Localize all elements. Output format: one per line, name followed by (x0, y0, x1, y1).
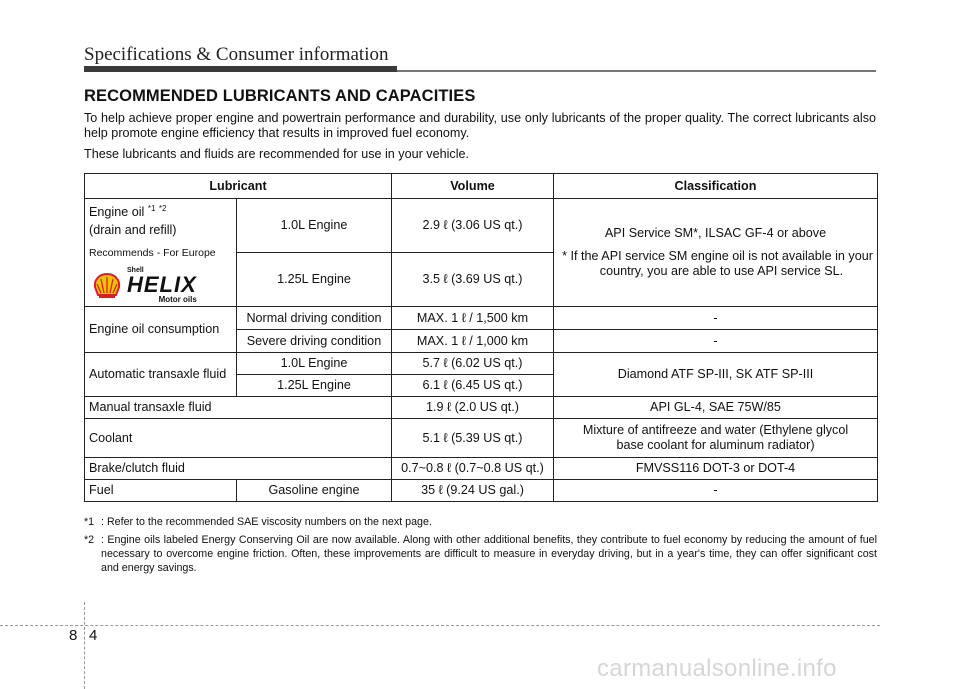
coolant-classification: Mixture of antifreeze and water (Ethylene glycol base coolant for aluminum radiator) (554, 419, 878, 458)
logo-brand: Shell (127, 267, 144, 274)
page-number: 4 (89, 627, 98, 644)
shell-helix-logo (93, 267, 232, 304)
intro-paragraph-1: To help achieve proper engine and powertrain performance and durability, use only lubricants of the proper quality. The correct lubricants also help promote engine efficiency that results in improved fuel economy. (84, 111, 876, 140)
engine-oil-volume-2: 3.5 ℓ (3.69 US qt.) (392, 253, 554, 307)
footnote-2 (84, 533, 877, 575)
footnote-ref-2: *2 (158, 204, 167, 213)
footnote-1 (84, 515, 877, 529)
engine-oil-engine-2: 1.25L Engine (237, 253, 392, 307)
auto-transaxle-label: Automatic transaxle fluid (85, 353, 237, 397)
auto-transaxle-classification: Diamond ATF SP-III, SK ATF SP-III (554, 353, 878, 397)
engine-oil-classification-cell (554, 199, 878, 307)
fuel-classification: - (554, 480, 878, 502)
page-footer-divider (84, 602, 85, 689)
table-row (85, 397, 878, 419)
consumption-class-1: - (554, 307, 878, 330)
table-row (85, 419, 878, 458)
page-chapter-number: 8 (69, 627, 78, 644)
auto-transaxle-engine-1: 1.0L Engine (237, 353, 392, 375)
table-row (85, 199, 878, 253)
fuel-volume: 35 ℓ (9.24 US gal.) (392, 480, 554, 502)
consumption-label: Engine oil consumption (85, 307, 237, 353)
manual-transaxle-label: Manual transaxle fluid (85, 397, 392, 419)
engine-oil-recommend: Recommends - For Europe (89, 247, 216, 259)
page-header-title: Specifications & Consumer information (84, 44, 389, 65)
logo-sub: Motor oils (158, 295, 197, 304)
consumption-condition-1: Normal driving condition (237, 307, 392, 330)
coolant-volume: 5.1 ℓ (5.39 US qt.) (392, 419, 554, 458)
footnote-1-mark: *1 (84, 516, 95, 528)
footnote-1-text: : Refer to the recommended SAE viscosity numbers on the next page. (101, 516, 432, 528)
fuel-label: Fuel (85, 480, 237, 502)
table-row (85, 307, 878, 330)
coolant-label: Coolant (85, 419, 392, 458)
engine-oil-label-cell (85, 199, 237, 307)
page-footer-rule (0, 625, 880, 626)
brake-label: Brake/clutch fluid (85, 458, 392, 480)
consumption-condition-2: Severe driving condition (237, 330, 392, 353)
manual-transaxle-classification: API GL-4, SAE 75W/85 (554, 397, 878, 419)
table-row (85, 353, 878, 375)
shell-pecten-icon (93, 273, 121, 299)
header-rule-dark (84, 66, 397, 72)
auto-transaxle-volume-1: 5.7 ℓ (6.02 US qt.) (392, 353, 554, 375)
footnote-2-text: : Engine oils labeled Energy Conserving Oil are now available. Along with other additional benefits, they contribute to fuel economy by reducing the amount of fuel necessary to overcome engine friction. Often, these improvements are difficult to measure in everyday driving, but in a year's time, they can offer significant cost and energy savings. (101, 534, 877, 574)
section-title: RECOMMENDED LUBRICANTS AND CAPACITIES (84, 87, 476, 105)
auto-transaxle-volume-2: 6.1 ℓ (6.45 US qt.) (392, 375, 554, 397)
footnote-ref-1: *1 (147, 204, 156, 213)
brake-volume: 0.7~0.8 ℓ (0.7~0.8 US qt.) (392, 458, 554, 480)
table-row (85, 458, 878, 480)
header-rule-light (397, 70, 876, 72)
consumption-volume-2: MAX. 1 ℓ / 1,000 km (392, 330, 554, 353)
fuel-engine: Gasoline engine (237, 480, 392, 502)
intro-paragraph-2: These lubricants and fluids are recommended for use in your vehicle. (84, 147, 470, 161)
footnote-2-mark: *2 (84, 534, 95, 546)
header-volume: Volume (392, 174, 554, 199)
auto-transaxle-engine-2: 1.25L Engine (237, 375, 392, 397)
lubricants-table (84, 173, 878, 502)
table-row (85, 480, 878, 502)
logo-name: HELIX (127, 272, 197, 297)
engine-oil-engine-1: 1.0L Engine (237, 199, 392, 253)
header-classification: Classification (554, 174, 878, 199)
watermark-link[interactable]: carmanualsonline.info (597, 655, 837, 682)
table-header-row (85, 174, 878, 199)
footnotes (84, 515, 877, 579)
engine-oil-classification-note: * If the API service SM engine oil is not available in your country, you are able to use API service SL. (562, 249, 873, 278)
engine-oil-sublabel: (drain and refill) (89, 223, 177, 237)
header-lubricant: Lubricant (85, 174, 392, 199)
engine-oil-classification: API Service SM*, ILSAC GF-4 or above (604, 226, 827, 240)
consumption-class-2: - (554, 330, 878, 353)
intro-text (84, 111, 876, 168)
consumption-volume-1: MAX. 1 ℓ / 1,500 km (392, 307, 554, 330)
engine-oil-label: Engine oil (89, 205, 145, 219)
brake-classification: FMVSS116 DOT-3 or DOT-4 (554, 458, 878, 480)
manual-transaxle-volume: 1.9 ℓ (2.0 US qt.) (392, 397, 554, 419)
engine-oil-volume-1: 2.9 ℓ (3.06 US qt.) (392, 199, 554, 253)
